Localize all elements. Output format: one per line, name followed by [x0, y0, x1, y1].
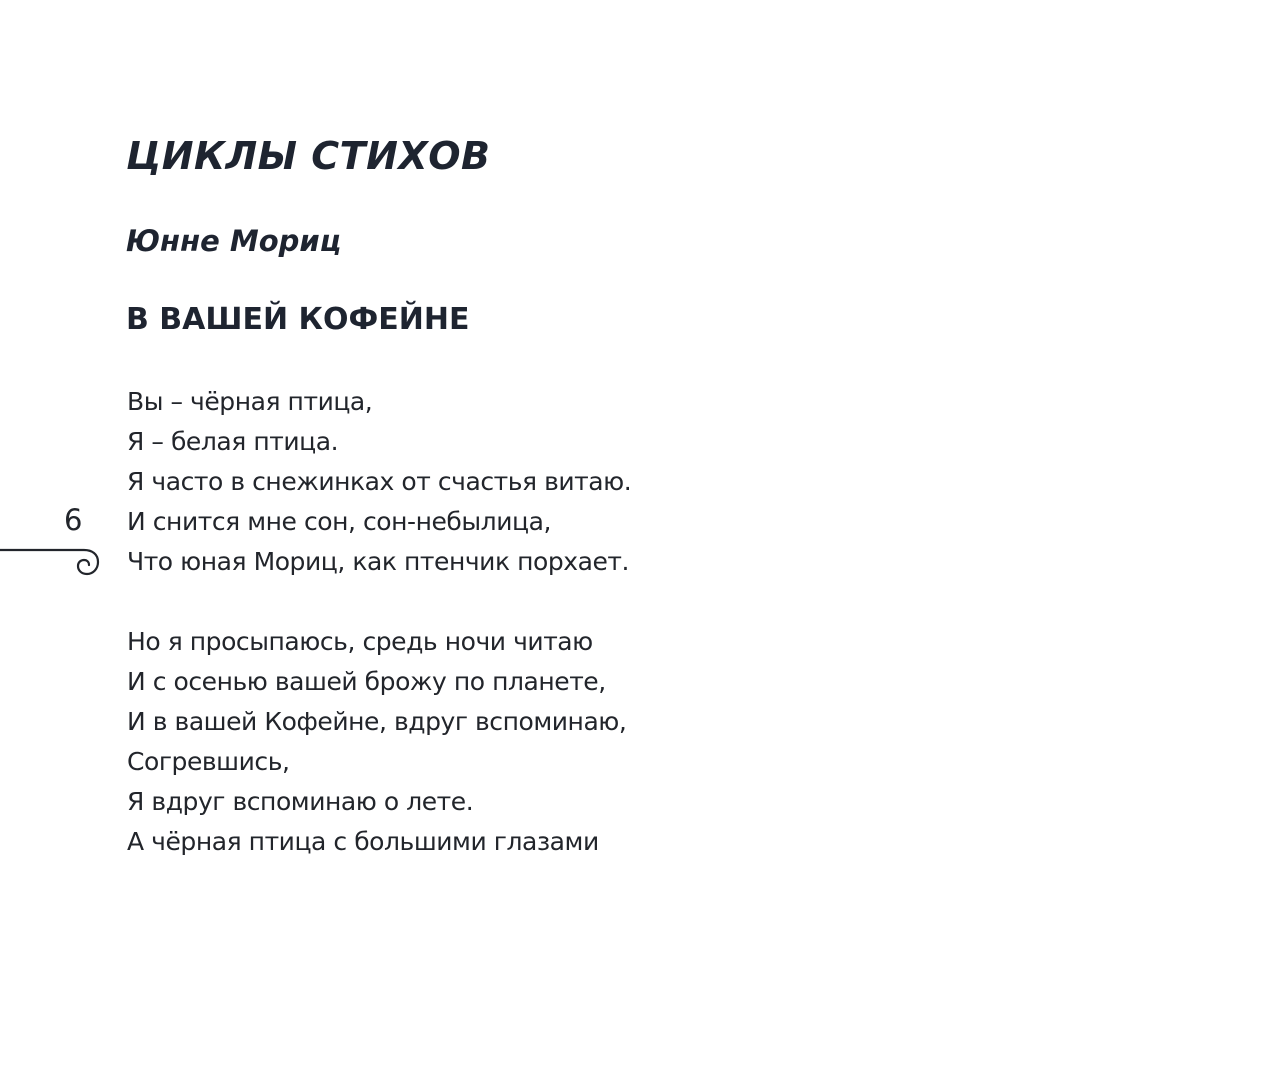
poem-line: Я часто в снежинках от счастья витаю. [127, 467, 632, 496]
spiral-flourish-icon [0, 538, 110, 588]
poem-line: И в вашей Кофейне, вдруг вспоминаю, [127, 707, 627, 736]
poem-line: А чёрная птица с большими глазами [127, 827, 599, 856]
poem-title: В ВАШЕЙ КОФЕЙНЕ [126, 302, 470, 337]
poem-line: Что юная Мориц, как птенчик порхает. [127, 547, 630, 576]
poem-line: Я вдруг вспоминаю о лете. [127, 787, 474, 816]
poem-stanza-1 [127, 382, 631, 582]
page-number: 6 [64, 503, 83, 537]
poem-line: Но я просыпаюсь, средь ночи читаю [127, 627, 593, 656]
poem-line: Я – белая птица. [127, 427, 339, 456]
poem-line: Вы – чёрная птица, [127, 387, 373, 416]
poem-line: И снится мне сон, сон-небылица, [127, 507, 551, 536]
poem-line: И с осенью вашей брожу по планете, [127, 667, 606, 696]
section-title: ЦИКЛЫ СТИХОВ [126, 134, 491, 178]
poem-line: Согревшись, [127, 747, 290, 776]
author-name: Юнне Мориц [126, 224, 342, 258]
poem-stanza-2 [127, 622, 626, 862]
